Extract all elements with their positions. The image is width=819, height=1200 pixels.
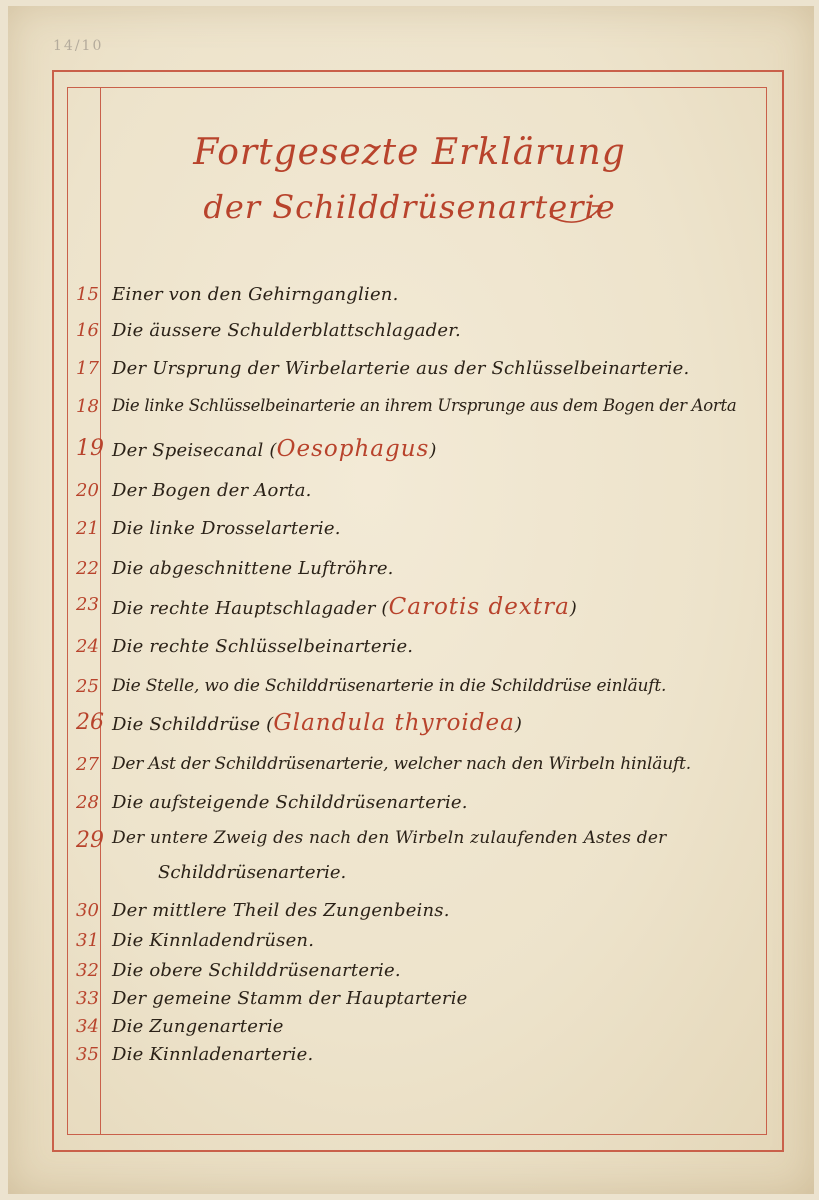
item-number: 24 xyxy=(76,636,99,657)
item-number: 33 xyxy=(76,988,99,1009)
item-text: Der Ursprung der Wirbelarterie aus der Schlüsselbeinarterie. xyxy=(112,358,690,379)
item-number: 27 xyxy=(76,754,99,775)
page-subtitle: der Schilddrüsenarterie xyxy=(203,188,616,226)
item-number: 29 xyxy=(76,828,104,853)
item-text: Die Kinnladenarterie. xyxy=(112,1044,314,1065)
flourish-ornament xyxy=(548,198,608,228)
latin-term: Glandula thyroidea xyxy=(273,710,515,736)
item-text: Die Stelle, wo die Schilddrüsenarterie in die Schilddrüse einläuft. xyxy=(112,676,667,696)
item-text: Der gemeine Stamm der Hauptarterie xyxy=(112,988,468,1009)
item-text: Der Ast der Schilddrüsenarterie, welcher nach den Wirbeln hinläuft. xyxy=(112,754,691,774)
item-number: 31 xyxy=(76,930,99,951)
item-text-continuation: Schilddrüsenarterie. xyxy=(158,862,347,883)
item-number: 23 xyxy=(76,594,99,615)
item-text: Die Zungenarterie xyxy=(112,1016,284,1037)
item-number: 32 xyxy=(76,960,99,981)
item-text: Die Kinnladendrüsen. xyxy=(112,930,315,951)
item-number: 26 xyxy=(76,710,104,735)
item-text: Der Speisecanal ( xyxy=(112,440,277,461)
item-number: 22 xyxy=(76,558,99,579)
item-number: 30 xyxy=(76,900,99,921)
item-number: 18 xyxy=(76,396,99,417)
item-text: Die abgeschnittene Luftröhre. xyxy=(112,558,394,579)
item-number: 20 xyxy=(76,480,99,501)
item-number: 28 xyxy=(76,792,99,813)
item-number: 15 xyxy=(76,284,99,305)
item-text: Die rechte Hauptschlagader ( xyxy=(112,598,389,619)
item-text: Die aufsteigende Schilddrüsenarterie. xyxy=(112,792,468,813)
latin-term: Carotis dextra xyxy=(388,594,570,620)
item-number: 16 xyxy=(76,320,99,341)
item-number: 17 xyxy=(76,358,99,379)
item-text: Die rechte Schlüsselbeinarterie. xyxy=(112,636,414,657)
item-text: Der untere Zweig des nach den Wirbeln zulaufenden Astes der xyxy=(112,828,667,848)
page-title: Fortgesezte Erklärung xyxy=(193,132,626,173)
item-text: Die linke Drosselarterie. xyxy=(112,518,341,539)
pencil-mark: 14/10 xyxy=(53,38,104,54)
item-text-closing: ) xyxy=(429,440,437,461)
item-text: Der Bogen der Aorta. xyxy=(112,480,312,501)
item-number: 25 xyxy=(76,676,99,697)
item-text: Die linke Schlüsselbeinarterie an ihrem Ursprunge aus dem Bogen der Aorta xyxy=(112,396,737,415)
item-text: Die Schilddrüse ( xyxy=(112,714,274,735)
item-number: 19 xyxy=(76,436,104,461)
item-text: Der mittlere Theil des Zungenbeins. xyxy=(112,900,450,921)
item-text: Die obere Schilddrüsenarterie. xyxy=(112,960,401,981)
item-text-closing: ) xyxy=(569,598,578,619)
item-number: 35 xyxy=(76,1044,99,1065)
item-number: 21 xyxy=(76,518,99,539)
latin-term: Oesophagus xyxy=(276,436,430,462)
item-text: Einer von den Gehirnganglien. xyxy=(112,284,399,305)
item-text-closing: ) xyxy=(514,714,523,735)
item-number: 34 xyxy=(76,1016,99,1037)
item-text: Die äussere Schulderblattschlagader. xyxy=(112,320,461,341)
